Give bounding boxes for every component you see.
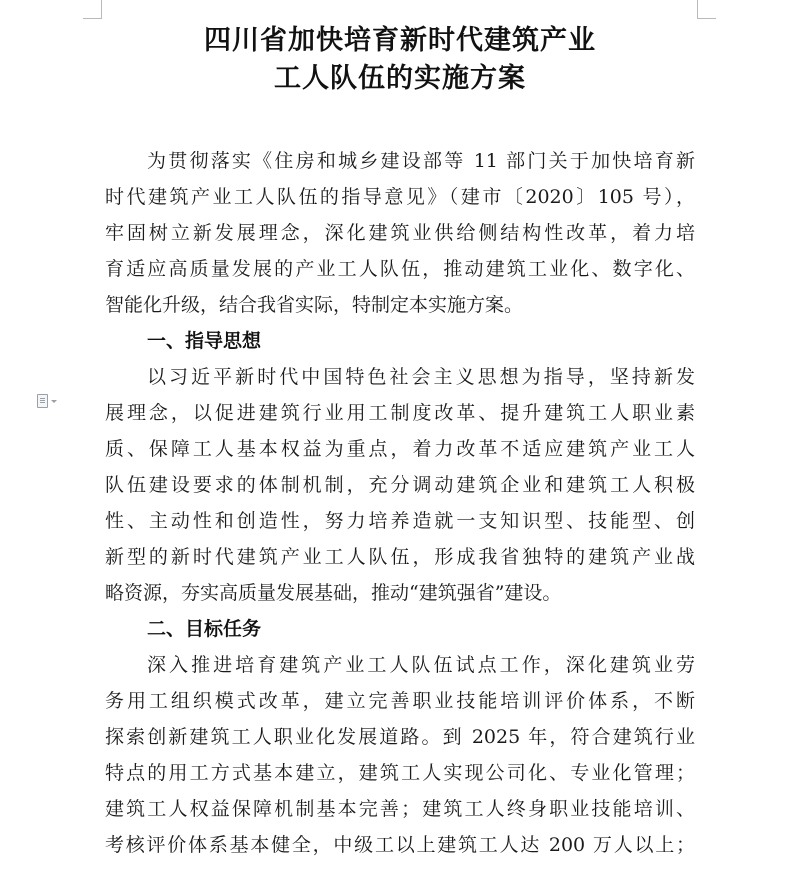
text-line: 以习近平新时代中国特色社会主义思想为指导，坚持新发: [147, 366, 695, 388]
text-line: 考核评价体系基本健全，中级工以上建筑工人达 200 万人以上；: [105, 834, 695, 856]
title-line: 工人队伍的实施方案: [274, 63, 526, 94]
text-line: 建筑工人权益保障机制基本完善；建筑工人终身职业技能培训、: [105, 798, 695, 820]
text-line: 性、主动性和创造性，努力培养造就一支知识型、技能型、创: [105, 510, 695, 532]
caret-down-icon: [51, 400, 57, 403]
document-icon: [37, 394, 48, 408]
document-page: [105, 22, 695, 863]
text-line: 育适应高质量发展的产业工人队伍，推动建筑工业化、数字化、: [105, 258, 695, 280]
page-corner-mark-right: [697, 0, 716, 19]
text-line: 深入推进培育建筑产业工人队伍试点工作，深化建筑业劳: [147, 654, 695, 676]
text-line: 为贯彻落实《住房和城乡建设部等 11 部门关于加快培育新: [147, 150, 695, 172]
text-line: 展理念，以促进建筑行业用工制度改革、提升建筑工人职业素: [105, 402, 695, 424]
title-line: 四川省加快培育新时代建筑产业: [204, 25, 596, 56]
text-line: 特点的用工方式基本建立，建筑工人实现公司化、专业化管理；: [105, 762, 695, 784]
text-line: 队伍建设要求的体制机制，充分调动建筑企业和建筑工人积极: [105, 474, 695, 496]
section-heading-goals-tasks: 二、目标任务: [147, 618, 262, 640]
text-line: 时代建筑产业工人队伍的指导意见》（建市〔2020〕105 号），: [105, 186, 695, 208]
text-line: 质、保障工人基本权益为重点，着力改革不适应建筑产业工人: [105, 438, 695, 460]
page-corner-mark-left: [83, 0, 102, 19]
intro-paragraph: [105, 143, 695, 323]
text-line: 智能化升级，结合我省实际，特制定本实施方案。: [105, 294, 524, 316]
guiding-ideology-paragraph: [105, 359, 695, 611]
text-line: 务用工组织模式改革，建立完善职业技能培训评价体系，不断: [105, 690, 695, 712]
text-line: 新型的新时代建筑产业工人队伍，形成我省独特的建筑产业战: [105, 546, 695, 568]
text-line: 探索创新建筑工人职业化发展道路。到 2025 年，符合建筑行业: [105, 726, 695, 748]
section-heading-guiding-ideology: 一、指导思想: [147, 330, 262, 352]
goals-tasks-paragraph: [105, 647, 695, 863]
text-line: 牢固树立新发展理念，深化建筑业供给侧结构性改革，着力培: [105, 222, 695, 244]
document-options-icon[interactable]: [37, 394, 57, 408]
document-title: [105, 22, 695, 98]
document-body: [105, 143, 695, 863]
text-line: 略资源，夯实高质量发展基础，推动“建筑强省”建设。: [105, 582, 562, 604]
